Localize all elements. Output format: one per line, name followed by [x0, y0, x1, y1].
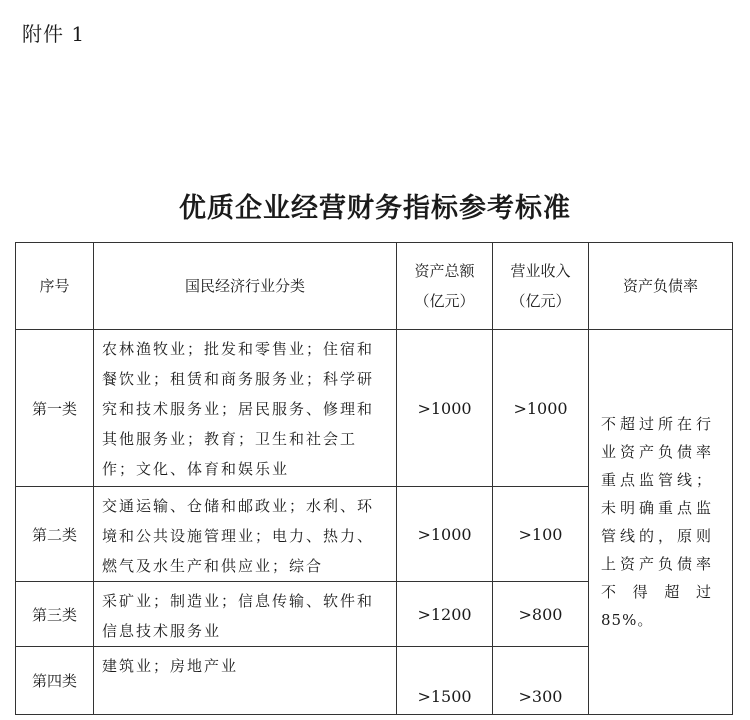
row-industry: 农林渔牧业；批发和零售业；住宿和餐饮业；租赁和商务服务业；科学研究和技术服务业；居民服务、修理和其他服务业；教育；卫生和社会工作；文化、体育和娱乐业	[94, 330, 397, 487]
header-industry: 国民经济行业分类	[94, 243, 397, 330]
row-revenue: >300	[493, 647, 589, 715]
header-assets-line2: （亿元）	[414, 292, 475, 310]
row-revenue: >100	[493, 487, 589, 582]
row-category: 第三类	[16, 582, 94, 647]
header-seq: 序号	[16, 243, 94, 330]
row-assets: >1000	[397, 330, 493, 487]
header-assets	[397, 243, 493, 330]
debt-ratio-note: 不超过所在行业资产负债率重点监管线；未明确重点监管线的，原则上资产负债率不得超过85%。	[589, 330, 733, 715]
header-assets-line1: 资产总额	[414, 262, 475, 280]
row-category: 第四类	[16, 647, 94, 715]
row-category: 第一类	[16, 330, 94, 487]
row-industry: 交通运输、仓储和邮政业；水利、环境和公共设施管理业；电力、热力、燃气及水生产和供应业；综合	[94, 487, 397, 582]
row-assets: >1000	[397, 487, 493, 582]
row-category: 第二类	[16, 487, 94, 582]
row-assets: >1200	[397, 582, 493, 647]
row-industry: 采矿业；制造业；信息传输、软件和信息技术服务业	[94, 582, 397, 647]
table-row	[16, 330, 733, 487]
header-revenue-line2: （亿元）	[510, 292, 571, 310]
row-revenue: >1000	[493, 330, 589, 487]
header-revenue	[493, 243, 589, 330]
page-title: 优质企业经营财务指标参考标准	[179, 193, 571, 224]
row-industry: 建筑业；房地产业	[94, 647, 397, 715]
header-revenue-line1: 营业收入	[510, 262, 571, 280]
attachment-label: 附件 1	[22, 22, 86, 46]
financial-indicator-table	[15, 242, 733, 715]
table-header-row	[16, 243, 733, 330]
header-debt-ratio: 资产负债率	[589, 243, 733, 330]
row-assets: >1500	[397, 647, 493, 715]
row-revenue: >800	[493, 582, 589, 647]
